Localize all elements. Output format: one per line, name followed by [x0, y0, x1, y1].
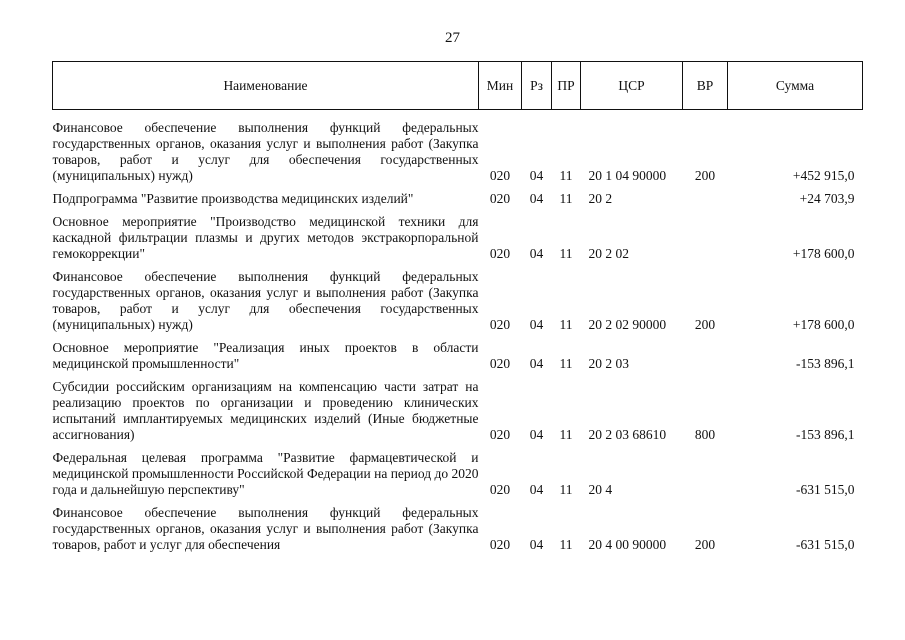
row-name: Финансовое обеспечение выполнения функций федеральных государственных органов, оказания услуг и выполнения работ (Закупка товаров, работ и услуг для обеспечения государственных (муниципальных) нужд) — [52, 120, 479, 183]
row-csr: 20 2 03 — [588, 356, 629, 371]
header-name: Наименование — [53, 62, 479, 110]
header-vr: ВР — [683, 62, 728, 110]
row-rz: 04 — [529, 191, 544, 206]
row-rz: 04 — [529, 317, 544, 332]
table-row — [53, 210, 863, 265]
row-min: 020 — [489, 246, 511, 261]
row-vr: 200 — [694, 317, 716, 332]
table-row — [53, 265, 863, 336]
row-min: 020 — [489, 317, 511, 332]
row-min: 020 — [489, 191, 511, 206]
row-name: Федеральная целевая программа "Развитие фармацевтической и медицинской промышленности Российской Федерации на период до 2020 года и дальнейшую перспективу" — [52, 450, 479, 497]
row-csr: 20 4 — [588, 482, 613, 497]
row-min: 020 — [489, 482, 511, 497]
row-pr: 11 — [559, 482, 573, 497]
row-vr: 200 — [694, 537, 716, 552]
row-name: Субсидии российским организациям на компенсацию части затрат на реализацию проектов по организации и проведению клинических испытаний имплантируемых медицинских изделий (Иные бюджетные ассигнования) — [52, 379, 479, 442]
row-csr: 20 2 02 90000 — [588, 317, 667, 332]
row-pr: 11 — [559, 168, 573, 183]
row-rz: 04 — [529, 482, 544, 497]
row-sum: -631 515,0 — [796, 482, 855, 497]
table-header — [53, 62, 863, 110]
row-sum: -631 515,0 — [796, 537, 855, 552]
row-csr: 20 2 03 68610 — [588, 427, 667, 442]
row-rz: 04 — [529, 246, 544, 261]
row-sum: +178 600,0 — [792, 246, 855, 261]
row-csr: 20 2 — [588, 191, 613, 206]
row-rz: 04 — [529, 356, 544, 371]
row-csr: 20 1 04 90000 — [588, 168, 667, 183]
row-vr: 200 — [694, 168, 716, 183]
row-sum: +178 600,0 — [792, 317, 855, 332]
row-rz: 04 — [529, 427, 544, 442]
row-sum: +24 703,9 — [799, 191, 855, 206]
row-sum: -153 896,1 — [796, 427, 855, 442]
row-pr: 11 — [559, 537, 573, 552]
table-row — [53, 187, 863, 210]
row-rz: 04 — [529, 168, 544, 183]
row-min: 020 — [489, 168, 511, 183]
table-body — [53, 110, 863, 557]
budget-table — [52, 61, 863, 556]
header-pr: ПР — [552, 62, 581, 110]
row-min: 020 — [489, 427, 511, 442]
row-name: Основное мероприятие "Реализация иных проектов в области медицинской промышленности" — [52, 340, 479, 371]
row-pr: 11 — [559, 246, 573, 261]
header-csr: ЦСР — [581, 62, 683, 110]
header-sum: Сумма — [728, 62, 863, 110]
row-rz: 04 — [529, 537, 544, 552]
row-name: Подпрограмма "Развитие производства медицинских изделий" — [52, 191, 414, 206]
row-min: 020 — [489, 356, 511, 371]
row-pr: 11 — [559, 427, 573, 442]
row-vr — [683, 336, 728, 375]
row-vr — [683, 446, 728, 501]
table-row — [53, 336, 863, 375]
row-name: Финансовое обеспечение выполнения функций федеральных государственных органов, оказания услуг и выполнения работ (Закупка товаров, работ и услуг для обеспечения государственных (муниципальных) нужд) — [52, 269, 479, 332]
header-min: Мин — [479, 62, 522, 110]
row-vr: 800 — [694, 427, 716, 442]
row-name: Финансовое обеспечение выполнения функций федеральных государственных органов, оказания услуг и выполнения работ (Закупка товаров, работ и услуг для обеспечения — [52, 505, 479, 552]
row-csr: 20 2 02 — [588, 246, 629, 261]
row-vr — [683, 187, 728, 210]
table-row — [53, 375, 863, 446]
row-vr — [683, 210, 728, 265]
table-row — [53, 501, 863, 556]
row-name: Основное мероприятие "Производство медицинской техники для каскадной фильтрации плазмы и других методов экстракорпоральной гемокоррекции" — [52, 214, 479, 261]
row-pr: 11 — [559, 191, 573, 206]
row-sum: +452 915,0 — [792, 168, 855, 183]
page-number: 27 — [445, 30, 460, 46]
row-csr: 20 4 00 90000 — [588, 537, 667, 552]
row-sum: -153 896,1 — [796, 356, 855, 371]
row-pr: 11 — [559, 317, 573, 332]
row-pr: 11 — [559, 356, 573, 371]
table-row — [53, 446, 863, 501]
table-row — [53, 116, 863, 187]
header-rz: Рз — [522, 62, 552, 110]
row-min: 020 — [489, 537, 511, 552]
